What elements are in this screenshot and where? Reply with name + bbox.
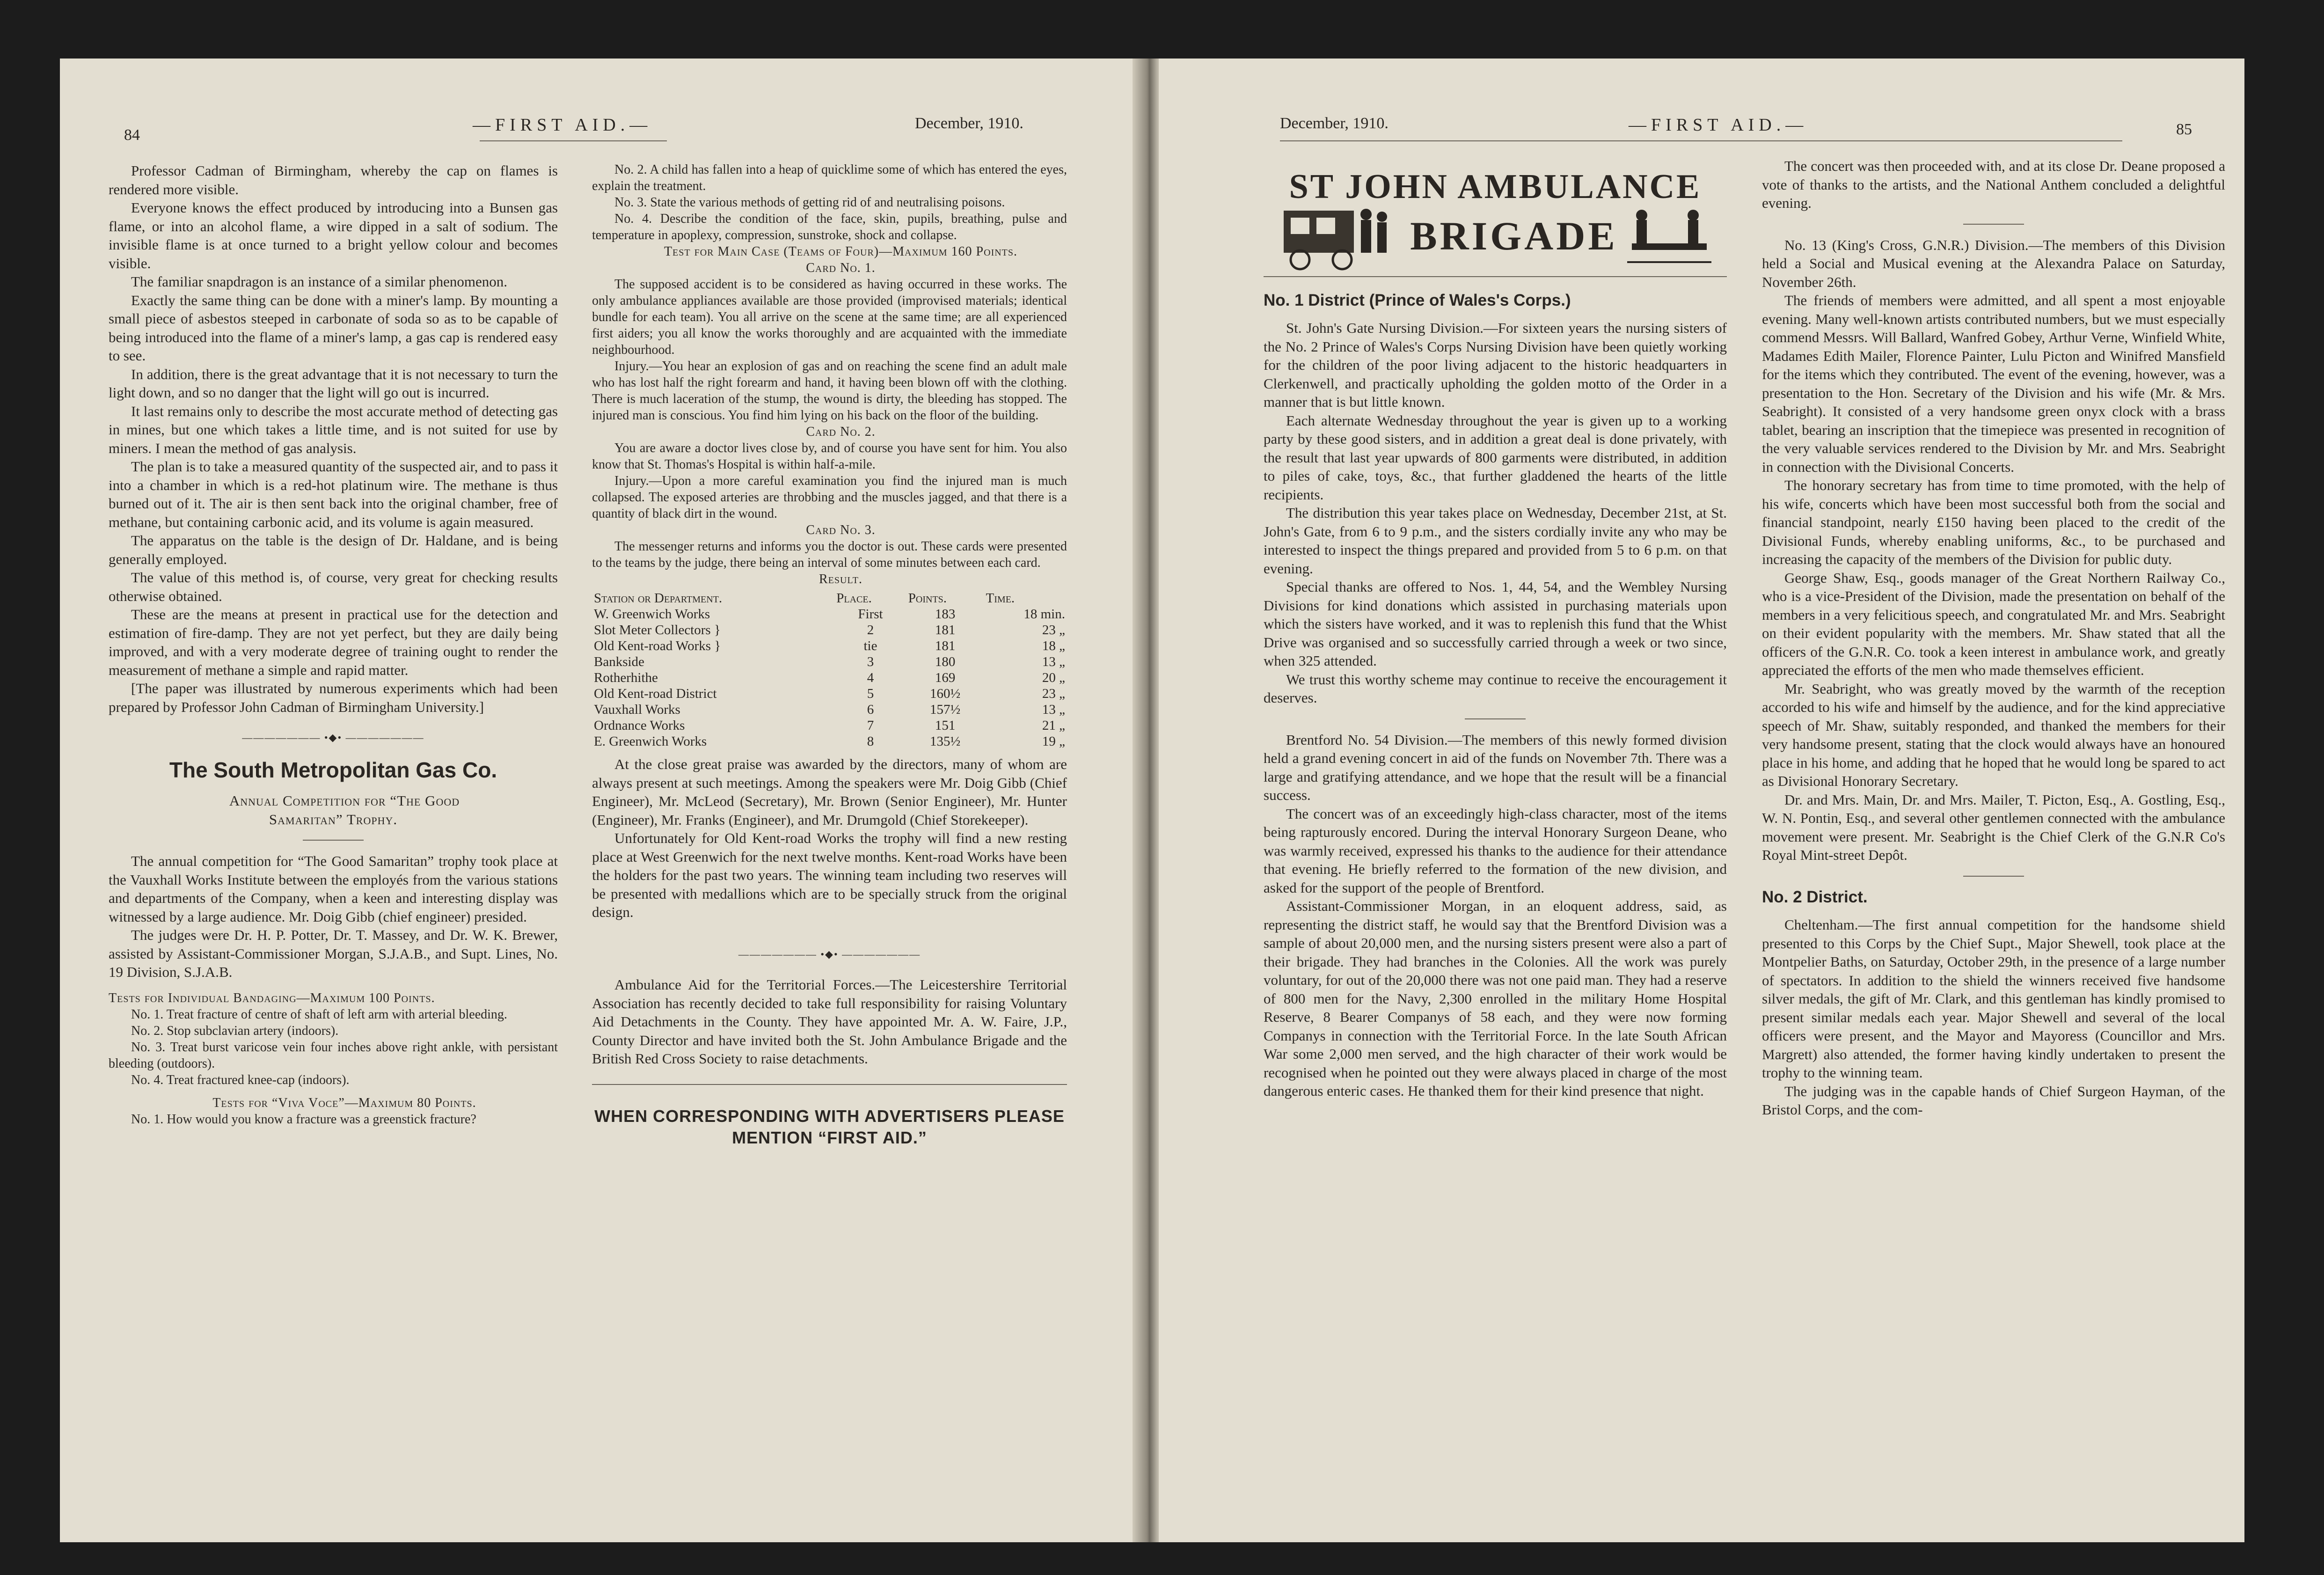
table-cell: 160½: [930, 686, 961, 701]
table-cell: 151: [935, 718, 956, 733]
paragraph: The judging was in the capable hands of Chief Surgeon Hayman, of the Bristol Corps, and the com-: [1762, 1083, 2225, 1118]
paragraph: Mr. Seabright, who was greatly moved by the warmth of the reception accorded to his wife and himself by the audience, and for the kind appreciative speech of Mr. Shaw, suitably responded, and thanked the members for their very handsome present, stating that the clock would always have an honoured place in his home, and adding that he hoped that he would long be spared to act as Divisional Honorary Secretary.: [1762, 680, 2225, 789]
table-header-cell: Points.: [908, 591, 947, 606]
paragraph: Cheltenham.—The first annual competition for the handsome shield presented to this Corps by the Chief Supt., Major Shewell, took place at the Montpelier Baths, on Saturday, October 29th, in the presence of a large number of spectators. In addition to the shield the winners received five handsome silver medals, the gift of Mr. Clark, and this gentleman has kindly promised to present similar medals each year. Major Shewell and several of the local officers were present, and the Mayor and Mayoress (Councillor and Mrs. Margrett) also attended, the former having kindly undertaken to present the trophy to the winning team.: [1762, 916, 2225, 1081]
table-cell: 7: [867, 718, 874, 733]
test-item: No. 2. A child has fallen into a heap of quicklime some of which has entered the eyes, explain the treatment.: [592, 162, 1067, 193]
table-cell: 181: [935, 638, 956, 653]
paragraph: George Shaw, Esq., goods manager of the Great Northern Railway Co., who is a vice-President of the Division, made the presentation on behalf of the members in a very felicitious speech, and congratulated Mr. and Mrs. Seabright on their evident popularity with the members. Mr. Shaw stated that all the officers of the G.N.R. Co. took a keen interest in ambulance work, and greatly appreciated the efforts of the men who made themselves efficient.: [1762, 569, 2225, 678]
table-cell: W. Greenwich Works: [594, 607, 710, 622]
table-row: [592, 686, 1067, 702]
paragraph: Professor Cadman of Birmingham, whereby the cap on flames is rendered more visible.: [109, 162, 558, 198]
table-cell: 2: [867, 623, 874, 637]
paragraph: Dr. and Mrs. Main, Dr. and Mrs. Mailer, T. Picton, Esq., A. Gostling, Esq., W. N. Pontin, Esq., and several other gentlemen connected with the ambulance movement were present. Mr. Seabright is the Chief Clerk of the G.N.R Co's Royal Mint-street Depôt.: [1762, 791, 2225, 863]
table-row: [592, 718, 1067, 733]
paragraph: The annual competition for “The Good Samaritan” trophy took place at the Vauxhall Works Institute between the employés from the various stations and departments of the Company, when a keen and interesting display was witnessed by a large audience. Mr. Doig Gibb (chief engineer) presided.: [109, 853, 558, 925]
table-cell: 13 „: [1042, 702, 1065, 717]
table-cell: 135½: [930, 734, 961, 749]
ambulance-wagon-illustration: [1279, 201, 1401, 271]
paragraph: The judges were Dr. H. P. Potter, Dr. T. Massey, and Dr. W. K. Brewer, assisted by Assistant-Commissioner Morgan, S.J.A.B., and Supt. Lines, No. 19 Division, S.J.A.B.: [109, 927, 558, 980]
test-item: No. 4. Treat fractured knee-cap (indoors).: [131, 1072, 350, 1087]
territorial-paragraph: Ambulance Aid for the Territorial Forces.—The Leicestershire Territorial Association has recently decided to take full responsibility for raising Voluntary Aid Detachments in the County. They have appointed Mr. A. W. Faire, J.P., County Director and have invited both the St. John Ambulance Brigade and the British Red Cross Society to raise detachments.: [592, 976, 1067, 1067]
district1-heading: No. 1 District (Prince of Wales's Corps.): [1264, 291, 1571, 309]
test3-heading: Test for Main Case (Teams of Four)—Maximum 160 Points.: [664, 244, 1018, 259]
table-cell: 4: [867, 670, 874, 685]
table-header-cell: Station or Department.: [594, 591, 723, 606]
table-cell: 19 „: [1042, 734, 1065, 749]
right-column-1: [1264, 168, 1727, 1100]
table-row: [592, 606, 1067, 622]
table-row: [592, 670, 1067, 686]
section-subtitle: Annual Competition for “The Good Samaritan” Trophy.: [229, 792, 460, 828]
card1-title: Card No. 1.: [806, 261, 876, 275]
table-cell: 3: [867, 654, 874, 669]
paragraph: No. 13 (King's Cross, G.N.R.) Division.—The members of this Division held a Social and Musical evening at the Alexandra Palace on Saturday, November 26th.: [1762, 236, 2225, 290]
ornament-divider: ——————— •◆• ———————: [738, 948, 921, 960]
paragraph: At the close great praise was awarded by the directors, many of whom are always present at such meetings. Among the speakers were Mr. Doig Gibb (Chief Engineer), Mr. McLeod (Secretary), Mr. Brown (Senior Engineer), Mr. Hunter (Engineer), Mr. Franks (Engineer), and Mr. Drumgold (Chief Storekeeper).: [592, 756, 1067, 828]
table-cell: 13 „: [1042, 654, 1065, 669]
masthead-subtitle: BRIGADE: [1410, 213, 1618, 258]
table-cell: 157½: [930, 702, 961, 717]
table-cell: 183: [935, 607, 956, 622]
right-page-number: 85: [2176, 121, 2192, 138]
brigade-masthead: [1264, 168, 1727, 277]
left-header-title: —FIRST AID.—: [473, 115, 652, 135]
ornament-divider: ——————— •◆• ———————: [242, 732, 424, 743]
table-cell: 21 „: [1042, 718, 1065, 733]
table-cell: Ordnance Works: [594, 718, 685, 733]
left-column-1: [109, 161, 558, 1128]
table-cell: First: [858, 607, 883, 622]
paragraph: The supposed accident is to be considered as having occurred in these works. The only ambulance appliances available are those provided (improvised materials; identical bundle for each team). You all arrive on the scene at the same time; are all experienced first aiders; you all know the works thoroughly and are acquainted with the immediate neighbourhood.: [592, 277, 1067, 357]
card3-title: Card No. 3.: [806, 523, 876, 537]
card2-title: Card No. 2.: [806, 425, 876, 439]
table-header-cell: Place.: [836, 591, 872, 606]
table-cell: 5: [867, 686, 874, 701]
paragraph: Everyone knows the effect produced by introducing into a Bunsen gas flame, or into an alcohol flame, a wire dipped in a salt of sodium. The invisible flame is at once turned to a bright yellow colour and becomes visible.: [109, 199, 558, 271]
paragraph: Brentford No. 54 Division.—The members of this newly formed division held a grand evening concert in aid of the funds on November 7th. There was a large and gratifying attendance, and we hope that the result will be a financial success.: [1264, 731, 1727, 803]
table-cell: Vauxhall Works: [594, 702, 680, 717]
table-cell: 169: [935, 670, 956, 685]
table-cell: 6: [867, 702, 874, 717]
paragraph: These are the means at present in practical use for the detection and estimation of fire-damp. They are not yet perfect, but they are daily being improved, and with a very moderate degree of training ought to render the measurement of methane a simple and rapid matter.: [109, 606, 558, 678]
paragraph: We trust this worthy scheme may continue to receive the encouragement it deserves.: [1264, 671, 1727, 706]
paragraph: Injury.—Upon a more careful examination you find the injured man is much collapsed. The exposed arteries are throbbing and the muscles jagged, and that there is a quantity of black dirt in the wound.: [592, 474, 1067, 521]
test1-heading: Tests for Individual Bandaging—Maximum 100 Points.: [109, 990, 435, 1005]
paragraph: St. John's Gate Nursing Division.—For sixteen years the nursing sisters of the No. 2 Prince of Wales's Corps Nursing Division have been quietly working for the children of the poor living adjacent to the historic headquarters in Clerkenwell, and practically upholding the golden motto of the Order in a manner that is but little known.: [1264, 320, 1727, 410]
test-item: No. 3. State the various methods of getting rid of and neutralising poisons.: [614, 195, 1005, 210]
divider: [1465, 718, 1526, 719]
paragraph: Injury.—You hear an explosion of gas and on reaching the scene find an adult male who has lost half the right forearm and hand, it having been blown off with the clothing. There is much laceration of the stump, the wound is dirty, the bleeding has stopped. The injured man is conscious. You find him lying on his back on the floor of the building.: [592, 359, 1067, 423]
paragraph: Exactly the same thing can be done with a miner's lamp. By mounting a small piece of asbestos steeped in carbonate of soda so as to be capable of being introduced into the flame of a miner's lamp, a gas cap is rendered easy to see.: [109, 292, 558, 364]
table-cell: Bankside: [594, 654, 644, 669]
paragraph: [The paper was illustrated by numerous experiments which had been prepared by Professor John Cadman of Birmingham University.]: [109, 680, 558, 715]
paragraph: In addition, there is the great advantage that it is not necessary to turn the light down, and so no danger that the light will go out is incurred.: [109, 366, 558, 401]
table-header-cell: Time.: [986, 591, 1015, 606]
district2-heading: No. 2 District.: [1762, 887, 1868, 906]
paragraph: The plan is to take a measured quantity of the suspected air, and to pass it into a chamber in which is a red-hot platinum wire. The methane is thus burned out of it. The air is then sent back into the original chamber, free of methane, but containing carbonic acid, and its volume is again measured.: [109, 458, 558, 530]
paragraph: The messenger returns and informs you the doctor is out. These cards were presented to the teams by the judge, there being an interval of some minutes between each card.: [592, 539, 1067, 570]
table-cell: 23 „: [1042, 623, 1065, 637]
table-cell: Rotherhithe: [594, 670, 658, 685]
table-cell: 8: [867, 734, 874, 749]
paragraph: You are aware a doctor lives close by, and of course you have sent for him. You also know that St. Thomas's Hospital is within half-a-mile.: [592, 441, 1067, 472]
left-header-rule: [480, 140, 667, 141]
table-cell: 18 min.: [1023, 607, 1065, 622]
table-row: [592, 733, 1067, 749]
stretcher-bearers-illustration: [1627, 206, 1711, 267]
left-column-2: [592, 161, 1067, 1149]
table-cell: 181: [935, 623, 956, 637]
right-column-2: [1762, 157, 2225, 1119]
table-cell: 23 „: [1042, 686, 1065, 701]
test2-heading: Tests for “Viva Voce”—Maximum 80 Points.: [212, 1095, 476, 1110]
test-item: No. 1. How would you know a fracture was a greenstick fracture?: [131, 1112, 476, 1127]
section-title: The South Metropolitan Gas Co.: [169, 757, 497, 782]
advertisers-notice: WHEN CORRESPONDING WITH ADVERTISERS PLEASE MENTION “FIRST AID.”: [594, 1106, 1065, 1147]
table-row: [592, 622, 1067, 638]
table-cell: 180: [935, 654, 956, 669]
table-cell: Slot Meter Collectors }: [594, 623, 721, 637]
paragraph: The distribution this year takes place on Wednesday, December 21st, at St. John's Gate, from 6 to 9 p.m., and the sisters cordially invite any who may be interested to inspect the things prepared and provided from 5 to 6 p.m. on that evening.: [1264, 505, 1727, 577]
table-cell: E. Greenwich Works: [594, 734, 707, 749]
test-item: No. 1. Treat fracture of centre of shaft of left arm with arterial bleeding.: [131, 1007, 507, 1022]
test-item: No. 4. Describe the condition of the face, skin, pupils, breathing, pulse and temperature in apoplexy, compression, sunstroke, shock and collapse.: [592, 212, 1067, 242]
masthead-title: ST JOHN AMBULANCE: [1289, 168, 1702, 206]
paragraph: The familiar snapdragon is an instance of a similar phenomenon.: [131, 273, 508, 290]
paragraph: The concert was of an exceedingly high-class character, most of the items being rapturously encored. During the interval Honorary Surgeon Deane, who was warmly received, expressed his thanks to the audience for their attendance that evening. He briefly referred to the formation of the new division, and asked for the support of the people of Brentford.: [1264, 805, 1727, 896]
paragraph: Unfortunately for Old Kent-road Works the trophy will find a new resting place at West Greenwich for the next twelve months. Kent-road Works have been the holders for the past two years. The winning team including two reserves will be presented with medallions which are to be specially struck from the original design.: [592, 830, 1067, 920]
table-cell: 20 „: [1042, 670, 1065, 685]
paragraph: The apparatus on the table is the design of Dr. Haldane, and is being generally employed.: [109, 532, 558, 567]
table-cell: Old Kent-road District: [594, 686, 717, 701]
table-cell: Old Kent-road Works }: [594, 638, 721, 653]
masthead-rule: [1264, 276, 1727, 277]
right-header-date: December, 1910.: [1280, 115, 1389, 132]
test-item: No. 2. Stop subclavian artery (indoors).: [131, 1023, 339, 1038]
divider: [1963, 224, 2024, 225]
paragraph: The friends of members were admitted, and all spent a most enjoyable evening. Many well-known artists contributed numbers, but we must especially commend Messrs. Will Ballard, Wanfred Gobey, Arthur Verne, Winfield White, Madames Edith Mailer, Florence Painter, Lulu Picton and Winifred Mansfield for the items which they contributed. The event of the evening, however, was a presentation to the Hon. Secretary of the Division and his wife (Mr. & Mrs. Seabright). It consisted of a very handsome green onyx clock with a brass tablet, bearing an inscription that the timepiece was presented in recognition of the very valuable services rendered to the Division by Mr. and Mrs. Seabright in connection with the Divisional Concerts.: [1762, 292, 2225, 475]
divider: [592, 1084, 1067, 1085]
table-row: [592, 638, 1067, 654]
results-table: [592, 590, 1067, 749]
paragraph: The concert was then proceeded with, and at its close Dr. Deane proposed a vote of thanks to the artists, and the National Anthem concluded a delightful evening.: [1762, 158, 2225, 211]
paragraph: Assistant-Commissioner Morgan, in an eloquent address, said, as representing the district staff, he would say that the Brentford Division was a sample of about 20,000 men, and the nursing sisters present were also a part of their brigade. They had branches in the Colonies. All the work was purely voluntary, for out of the 20,000 there was not one paid man. They had a reserve of 800 men for the Navy, 2,300 enrolled in the military Home Hospital Reserve, 8 Bearer Companys of 58 each, and they were now forming Companys in connection with the Territorial Force. In the late South African War some 2,000 men served, and the high character of their work would be recognised when he pointed out they were always placed in charge of the most dangerous enteric cases. He thanked them for their kind presence that night.: [1264, 898, 1727, 1099]
divider: [303, 840, 364, 841]
left-page-number: 84: [124, 126, 140, 144]
table-row: [592, 702, 1067, 718]
paragraph: Each alternate Wednesday throughout the year is given up to a working party by these good sisters, and in addition a great deal is done privately, with the result that last year upwards of 800 garments were distributed, in addition to piles of cake, toys, &c., that further gladdened the hearts of the little recipients.: [1264, 412, 1727, 503]
table-cell: tie: [863, 638, 877, 653]
paragraph: It last remains only to describe the most accurate method of detecting gas in mines, but one which takes a little time, and is not suited for use by miners. I mean the method of gas analysis.: [109, 403, 558, 456]
right-header-rule: [1280, 140, 2122, 141]
paragraph: Special thanks are offered to Nos. 1, 44, 54, and the Wembley Nursing Divisions for kind donations which assisted in purchasing materials upon which the sisters have worked, and it was to replenish this fund that the Whist Drive was organised and so successfully carried through a week or two since, when 325 attended.: [1264, 579, 1727, 669]
divider: [1963, 876, 2024, 877]
left-header-date: December, 1910.: [915, 115, 1023, 132]
table-cell: 18 „: [1042, 638, 1065, 653]
paragraph: The value of this method is, of course, very great for checking results otherwise obtained.: [109, 569, 558, 604]
result-title: Result.: [819, 572, 863, 586]
paragraph: The honorary secretary has from time to time promoted, with the help of his wife, concerts which have been most successful both from the social and financial standpoint, nearly £150 having been placed to the credit of the Divisional Funds, whereby enabling uniforms, &c., to be purchased and increasing the capacity of the members of the Division for public duty.: [1762, 477, 2225, 567]
right-header-title: —FIRST AID.—: [1629, 115, 1808, 135]
test-item: No. 3. Treat burst varicose vein four inches above right ankle, with persistant bleeding (outdoors).: [109, 1040, 558, 1071]
table-row: [592, 654, 1067, 670]
